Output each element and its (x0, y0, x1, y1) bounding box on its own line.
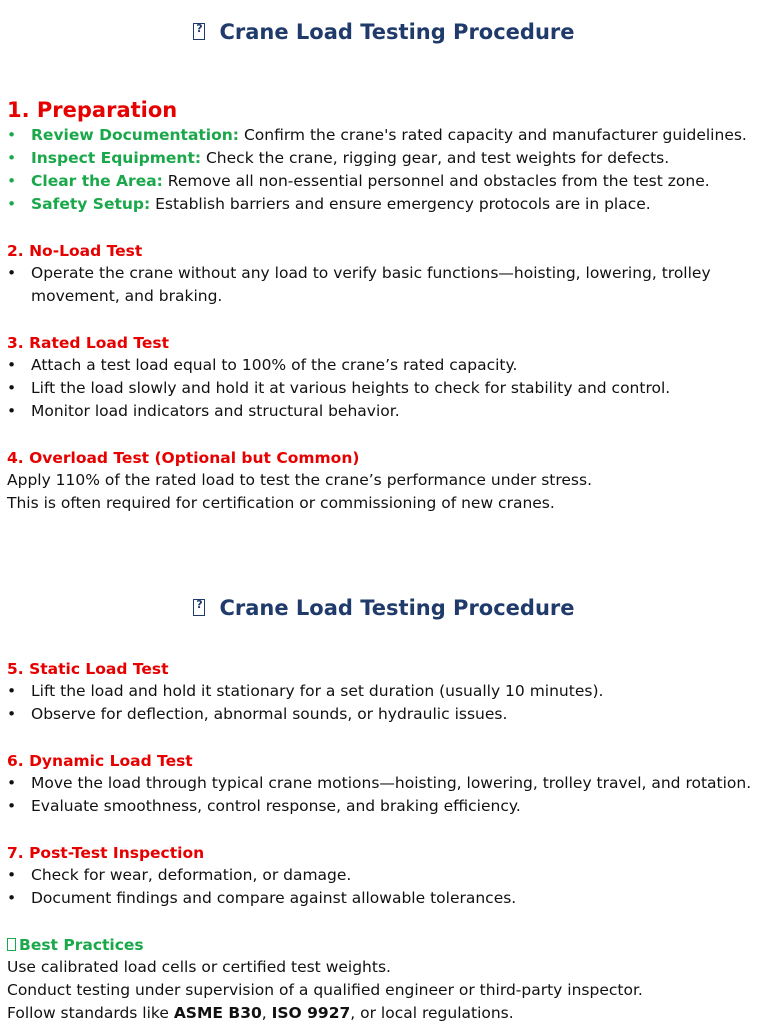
item-text: Document findings and compare against allowable tolerances. (31, 889, 517, 907)
bullet: • (7, 705, 17, 723)
page-title (0, 20, 768, 44)
item-text: Observe for deflection, abnormal sounds, or hydraulic issues. (31, 705, 508, 723)
section-no-load-test (7, 240, 763, 308)
item-text: Lift the load and hold it stationary for a set duration (usually 10 minutes). (31, 682, 604, 700)
missing-glyph-icon (193, 23, 205, 40)
section-dynamic-load-test (7, 750, 763, 818)
item-text: Operate the crane without any load to verify basic functions—hoisting, lowering, trolley movement, and braking. (31, 264, 711, 305)
bullet: • (7, 682, 17, 700)
bullet: • (7, 149, 17, 167)
post-test-list (7, 864, 763, 910)
section-heading: 2. No-Load Test (7, 242, 143, 260)
paragraph (7, 1002, 763, 1025)
paragraph: Apply 110% of the rated load to test the crane’s performance under stress. (7, 471, 593, 489)
item-term: Inspect Equipment: (31, 149, 202, 167)
section-post-test-inspection (7, 842, 763, 910)
item-text: Attach a test load equal to 100% of the crane’s rated capacity. (31, 356, 518, 374)
item-text: Check for wear, deformation, or damage. (31, 866, 352, 884)
page-title-text: Crane Load Testing Procedure (219, 596, 575, 620)
item-term: Review Documentation: (31, 126, 240, 144)
section-heading: 1. Preparation (7, 98, 178, 122)
item-text: Establish barriers and ensure emergency protocols are in place. (150, 195, 651, 213)
missing-glyph-icon (7, 938, 16, 951)
standard-name: ISO 9927 (271, 1004, 351, 1022)
list-item (7, 703, 763, 726)
paragraph: Use calibrated load cells or certified test weights. (7, 958, 391, 976)
bullet: • (7, 774, 17, 792)
rated-load-list (7, 354, 763, 423)
static-load-list (7, 680, 763, 726)
paragraph: This is often required for certification or commissioning of new cranes. (7, 494, 555, 512)
bullet: • (7, 356, 17, 374)
text-fragment: Follow standards like (7, 1004, 174, 1022)
item-text: Monitor load indicators and structural behavior. (31, 402, 400, 420)
item-term: Safety Setup: (31, 195, 151, 213)
section-heading (7, 934, 763, 956)
bullet: • (7, 195, 17, 213)
paragraph: Conduct testing under supervision of a qualified engineer or third-party inspector. (7, 981, 643, 999)
list-item (7, 124, 763, 147)
preparation-list (7, 124, 763, 216)
list-item (7, 377, 763, 400)
section-static-load-test (7, 658, 763, 726)
list-item (7, 887, 763, 910)
list-item (7, 864, 763, 887)
list-item (7, 262, 763, 308)
bullet: • (7, 889, 17, 907)
list-item (7, 772, 763, 795)
list-item (7, 147, 763, 170)
text-fragment: , or local regulations. (350, 1004, 514, 1022)
item-term: Clear the Area: (31, 172, 163, 190)
section-heading: 4. Overload Test (Optional but Common) (7, 449, 360, 467)
list-item (7, 354, 763, 377)
missing-glyph-icon (193, 599, 205, 616)
item-text: Lift the load slowly and hold it at various heights to check for stability and control. (31, 379, 671, 397)
bullet: • (7, 797, 17, 815)
section-rated-load-test (7, 332, 763, 423)
dynamic-load-list (7, 772, 763, 818)
item-text: Confirm the crane's rated capacity and manufacturer guidelines. (239, 126, 747, 144)
item-text: Remove all non-essential personnel and obstacles from the test zone. (162, 172, 710, 190)
bullet: • (7, 126, 17, 144)
section-heading: 3. Rated Load Test (7, 334, 170, 352)
section-overload-test (7, 447, 763, 515)
section-heading: 7. Post-Test Inspection (7, 844, 205, 862)
list-item (7, 795, 763, 818)
bullet: • (7, 866, 17, 884)
no-load-list (7, 262, 763, 308)
list-item (7, 193, 763, 216)
list-item (7, 400, 763, 423)
text-fragment: , (261, 1004, 272, 1022)
bullet: • (7, 264, 17, 282)
bullet: • (7, 172, 17, 190)
list-item (7, 170, 763, 193)
section-heading-text: Best Practices (19, 936, 144, 954)
section-heading: 6. Dynamic Load Test (7, 752, 193, 770)
item-text: Evaluate smoothness, control response, and braking efficiency. (31, 797, 521, 815)
section-preparation (7, 98, 763, 216)
bullet: • (7, 402, 17, 420)
standard-name: ASME B30 (173, 1004, 262, 1022)
item-text: Move the load through typical crane motions—hoisting, lowering, trolley travel, and rotation. (31, 774, 752, 792)
page-title-text: Crane Load Testing Procedure (219, 20, 575, 44)
section-heading: 5. Static Load Test (7, 660, 169, 678)
page-title (0, 596, 768, 620)
list-item (7, 680, 763, 703)
bullet: • (7, 379, 17, 397)
item-text: Check the crane, rigging gear, and test weights for defects. (201, 149, 670, 167)
section-best-practices (7, 934, 763, 1025)
